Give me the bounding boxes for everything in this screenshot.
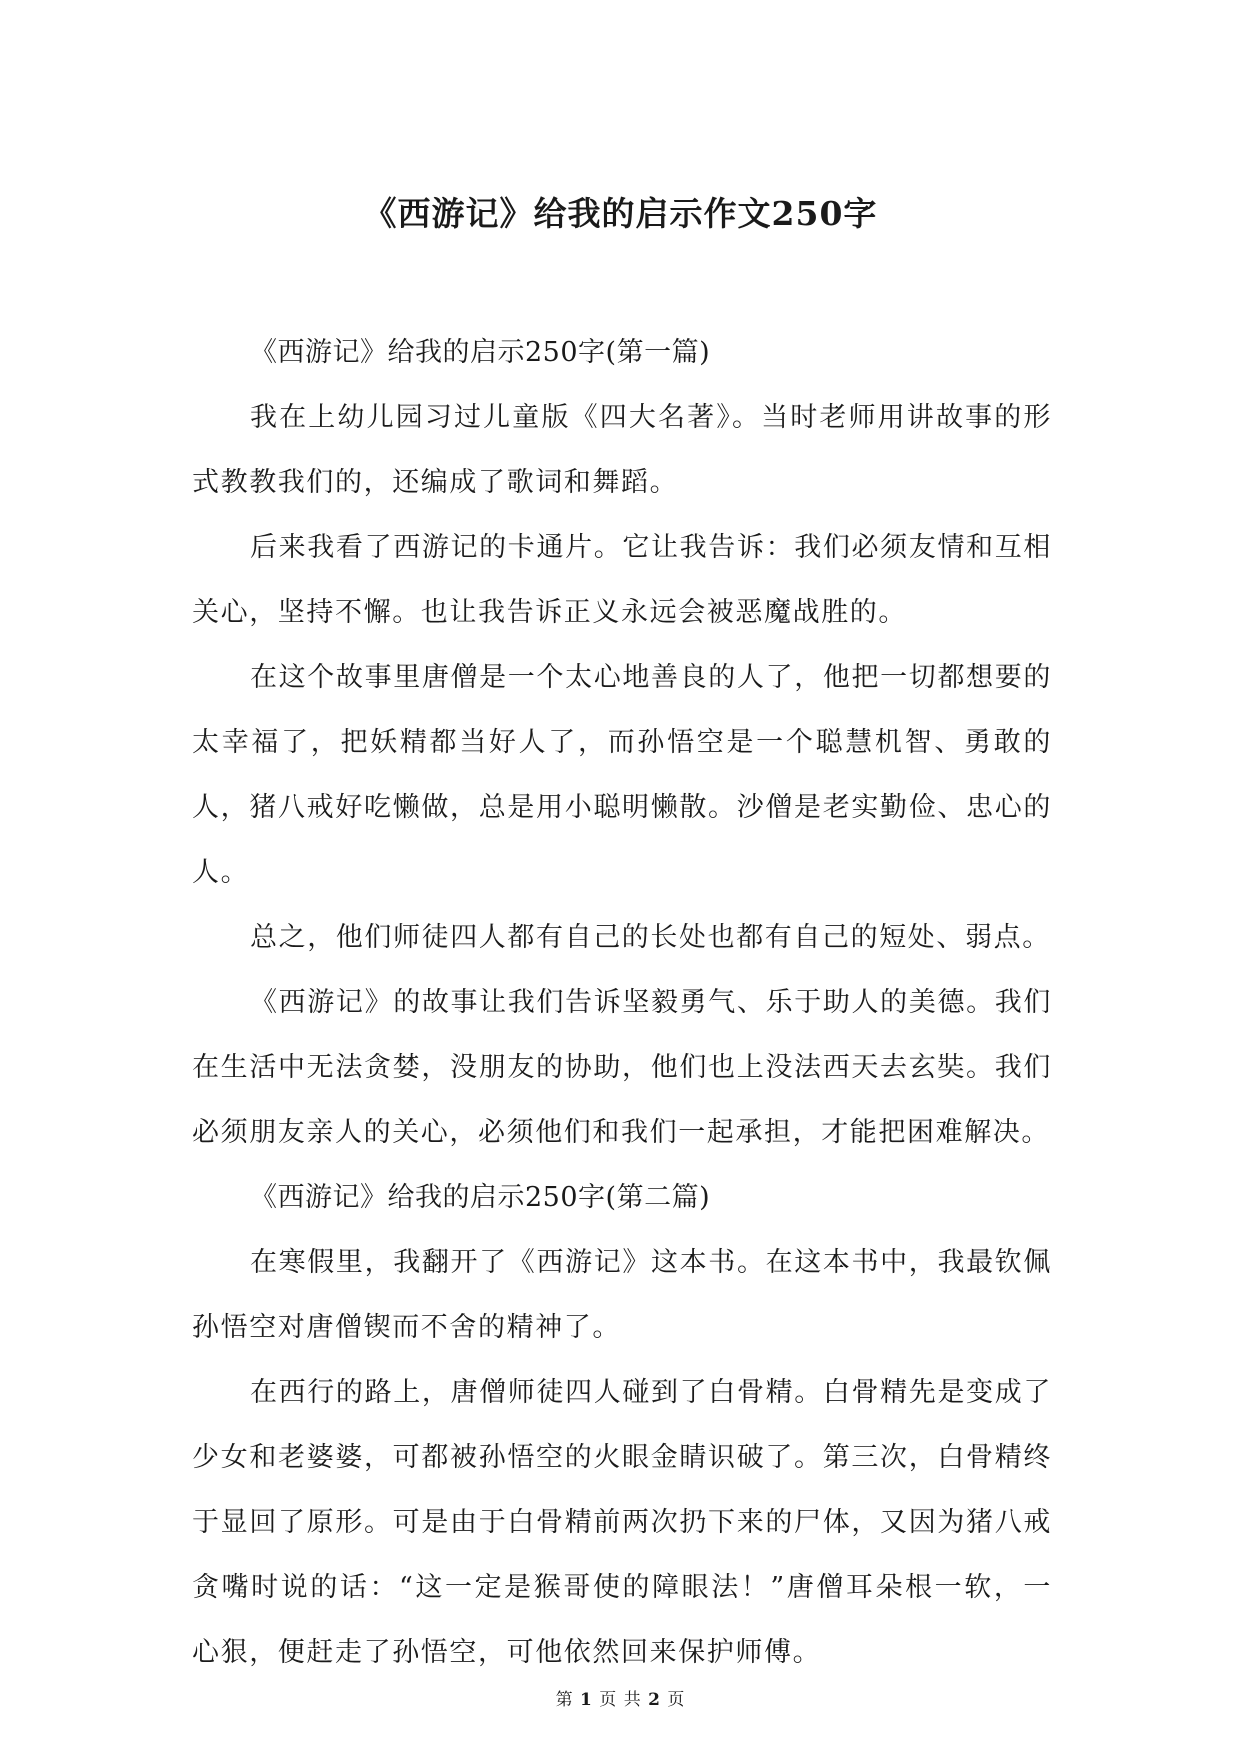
total-page-number: 2: [648, 1690, 661, 1710]
document-title: 《西游记》给我的启示作文250字: [363, 194, 878, 233]
footer-suffix: 页: [667, 1690, 686, 1710]
paragraph: 在西行的路上，唐僧师徒四人碰到了白骨精。白骨精先是变成了少女和老婆婆，可都被孙悟空的火眼金睛识破了。第三次，白骨精终于显回了原形。可是由于白骨精前两次扔下来的尸体，又因为猪八戒贪嘴时说的话：“这一定是猴哥使的障眼法！”唐僧耳朵根一软，一心狠，便赶走了孙悟空，可他依然回来保护师傅。: [192, 1377, 1052, 1668]
document-body: [192, 320, 1052, 1685]
paragraph: 总之，他们师徒四人都有自己的长处也都有自己的短处、弱点。: [250, 922, 1051, 953]
paragraph: 我在上幼儿园习过儿童版《四大名著》。当时老师用讲故事的形式教教我们的，还编成了歌词和舞蹈。: [192, 402, 1052, 498]
footer-prefix: 第: [555, 1690, 574, 1710]
paragraph: 后来我看了西游记的卡通片。它让我告诉：我们必须友情和互相关心，坚持不懈。也让我告诉正义永远会被恶魔战胜的。: [192, 532, 1052, 628]
paragraph: 《西游记》的故事让我们告诉坚毅勇气、乐于助人的美德。我们在生活中无法贪婪，没朋友的协助，他们也上没法西天去玄奘。我们必须朋友亲人的关心，必须他们和我们一起承担，才能把困难解决。: [192, 987, 1052, 1148]
paragraph: 在寒假里，我翻开了《西游记》这本书。在这本书中，我最钦佩孙悟空对唐僧锲而不舍的精神了。: [192, 1247, 1052, 1343]
footer-middle: 页 共: [599, 1690, 642, 1710]
page-footer: [0, 1688, 1241, 1712]
section-heading-1: 《西游记》给我的启示250字(第一篇): [250, 337, 711, 368]
section-heading-2: 《西游记》给我的启示250字(第二篇): [250, 1182, 711, 1213]
paragraph: 在这个故事里唐僧是一个太心地善良的人了，他把一切都想要的太幸福了，把妖精都当好人了，而孙悟空是一个聪慧机智、勇敢的人，猪八戒好吃懒做，总是用小聪明懒散。沙僧是老实勤俭、忠心的人。: [192, 662, 1052, 888]
current-page-number: 1: [580, 1690, 593, 1710]
